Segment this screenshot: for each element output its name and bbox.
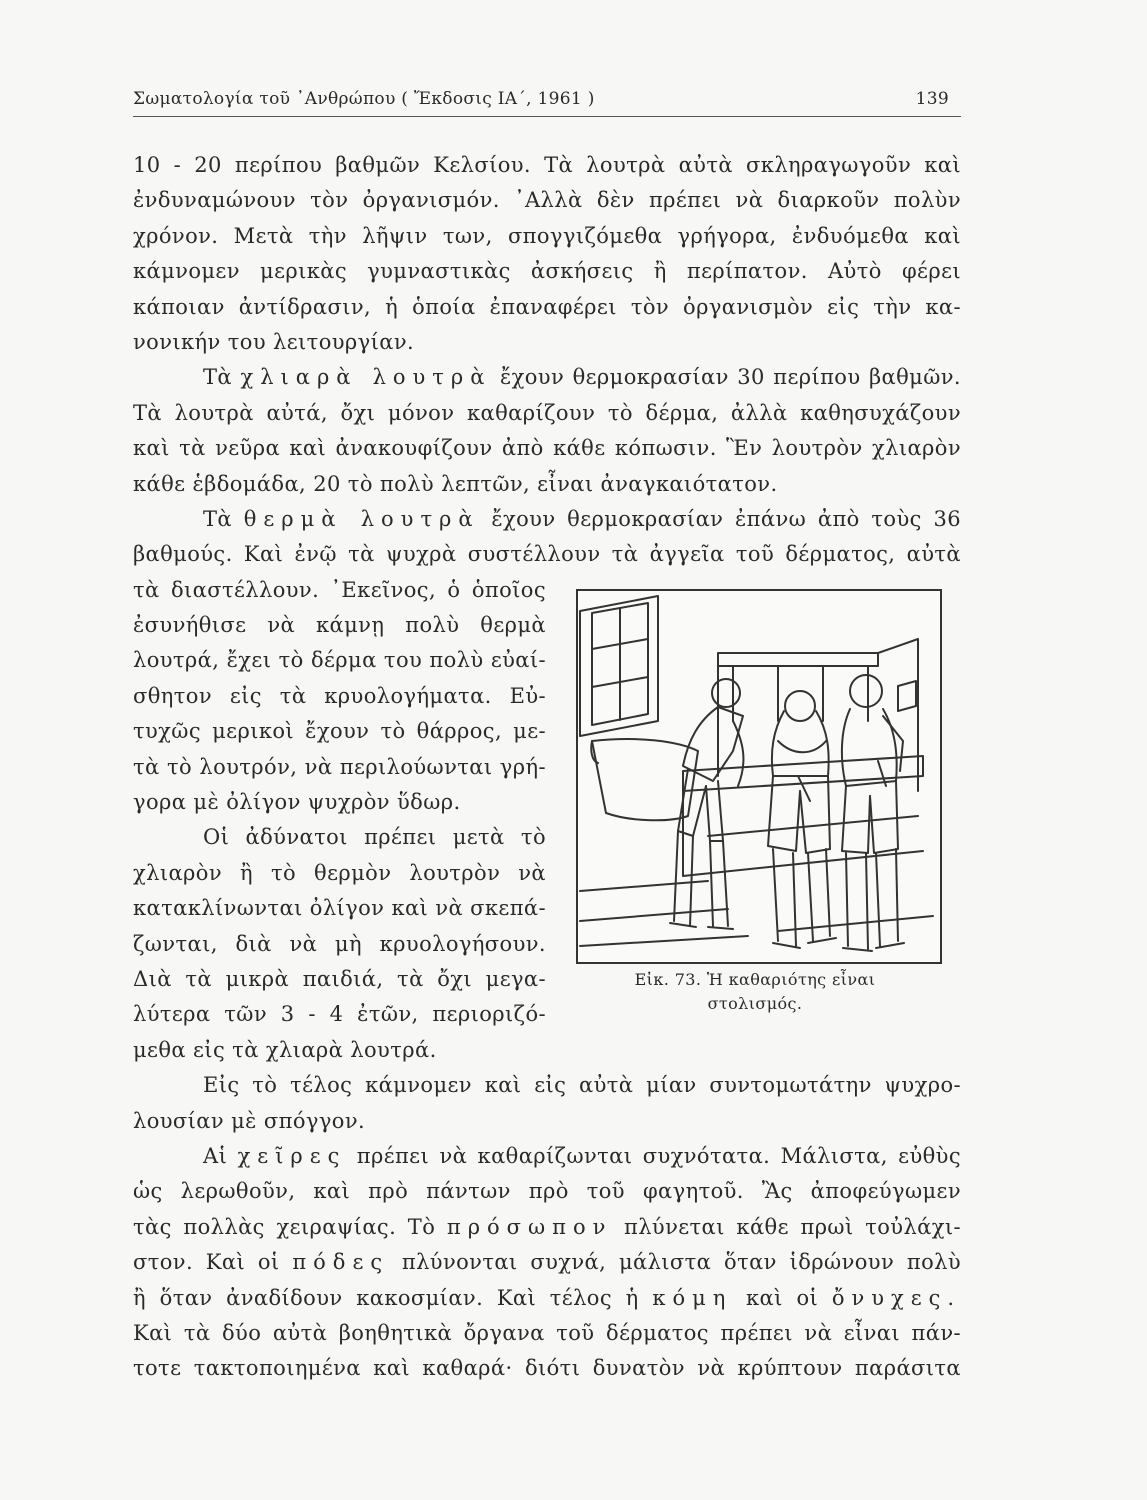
text-line: τὰ διαστέλλουν. ᾿Εκεῖνος, ὁ ὁποῖος bbox=[133, 577, 546, 602]
text-run: πλύνονται συχνά, μάλιστα ὅταν ἱδρώνουν πολὺ bbox=[401, 1250, 961, 1275]
text-line: Εἰς τὸ τέλος κάμνομεν καὶ εἰς αὐτὰ μίαν συντομωτάτην ψυχρο- bbox=[203, 1073, 961, 1098]
caption-line: στολισμός. bbox=[707, 994, 803, 1013]
text-run: πρέπει νὰ καθαρίζωνται συχνότατα. Μάλιστα, εὐθὺς bbox=[356, 1143, 961, 1168]
text-run: πλύνεται κάθε πρωὶ τοὐλάχι- bbox=[624, 1214, 961, 1239]
text-line: τοτε τακτοποιημένα καὶ καθαρά· διότι δυνατὸν νὰ κρύπτουν παράσιτα bbox=[133, 1356, 961, 1381]
text-line: λύτερα τῶν 3 - 4 ἐτῶν, περιοριζό- bbox=[133, 1002, 546, 1027]
text-run: τὰς πολλὰς χειραψίας. Τὸ bbox=[133, 1214, 436, 1239]
text-line-komi bbox=[133, 1281, 961, 1316]
text-line: Καὶ τὰ δύο αὐτὰ βοηθητικὰ ὄργανα τοῦ δέρματος πρέπει νὰ εἶναι πάν- bbox=[133, 1320, 961, 1345]
text-run: Τὰ bbox=[203, 506, 232, 531]
text-line: χλιαρὸν ἢ τὸ θερμὸν λουτρὸν νὰ bbox=[133, 860, 546, 885]
paragraph-chliara-start bbox=[133, 360, 961, 395]
text-run: Αἱ bbox=[203, 1143, 228, 1168]
paragraph-cheires-start bbox=[133, 1139, 961, 1174]
text-line: ζωνται, διὰ νὰ μὴ κρυολογήσουν. bbox=[133, 931, 546, 956]
text-line: τυχῶς μερικοὶ ἔχουν τὸ θάρρος, με- bbox=[133, 719, 546, 744]
text-line: καὶ τὰ νεῦρα καὶ ἀνακουφίζουν ἀπὸ κάθε κόπωσιν. Ἓν λουτρὸν χλιαρὸν bbox=[133, 436, 961, 461]
text-run: Τὰ bbox=[203, 365, 232, 390]
text-line: κάθε ἑβδομάδα, 20 τὸ πολὺ λεπτῶν, εἶναι ἀναγκαιότατον. bbox=[133, 471, 778, 496]
paragraph-therma-start bbox=[133, 502, 961, 537]
text-line: λουσίαν μὲ σπόγγον. bbox=[133, 1108, 366, 1133]
figure-caption bbox=[585, 968, 925, 1016]
text-run: στον. Καὶ οἱ bbox=[133, 1250, 280, 1275]
figure-illustration bbox=[576, 589, 942, 964]
text-line: Τὰ λουτρὰ αὐτά, ὄχι μόνον καθαρίζουν τὸ δέρμα, ἀλλὰ καθησυχάζουν bbox=[133, 400, 961, 425]
window-left bbox=[580, 596, 658, 736]
text-line: ἐσυνήθισε νὰ κάμνῃ πολὺ θερμὰ bbox=[133, 613, 546, 638]
spaced-term: κόμη bbox=[652, 1285, 733, 1310]
spaced-term: ὄνυχες. bbox=[831, 1285, 961, 1310]
text-line: σθητον εἰς τὰ κρυολογήματα. Εὐ- bbox=[133, 683, 546, 708]
text-line: Οἱ ἀδύνατοι πρέπει μετὰ τὸ bbox=[203, 825, 546, 850]
text-line: ὡς λερωθοῦν, καὶ πρὸ πάντων πρὸ τοῦ φαγητοῦ. Ἂς ἀποφεύγωμεν bbox=[133, 1179, 961, 1204]
running-header bbox=[133, 86, 961, 117]
text-line-podes bbox=[133, 1245, 961, 1280]
text-line: βαθμούς. Καὶ ἐνῷ τὰ ψυχρὰ συστέλλουν τὰ ἀγγεῖα τοῦ δέρματος, αὐτὰ bbox=[133, 542, 961, 567]
text-line: νονικήν του λειτουργίαν. bbox=[133, 329, 415, 354]
spaced-term: θερμὰ λουτρὰ bbox=[243, 506, 480, 531]
spaced-term: πόδες bbox=[292, 1250, 390, 1275]
text-line: ἐνδυναμώνουν τὸν ὀργανισμόν. ᾿Αλλὰ δὲν πρέπει νὰ διαρκοῦν πολὺν bbox=[133, 188, 961, 213]
spaced-term: χλιαρὰ λουτρὰ bbox=[240, 365, 492, 390]
header-title: Σωματολογία τοῦ ᾿Ανθρώπου ( Ἔκδοσις ΙΑ΄, 1961 ) bbox=[133, 89, 595, 109]
text-line: 10 - 20 περίπου βαθμῶν Κελσίου. Τὰ λουτρὰ αὐτὰ σκληραγωγοῦν καὶ bbox=[133, 153, 961, 177]
text-line: μεθα εἰς τὰ χλιαρὰ λουτρά. bbox=[133, 1037, 437, 1062]
text-run: ἔχουν θερμοκρασίαν 30 περίπου βαθμῶν. bbox=[499, 365, 961, 390]
text-line: χρόνον. Μετὰ τὴν λῆψιν των, σπογγιζόμεθα γρήγορα, ἐνδυόμεθα καὶ bbox=[133, 223, 961, 248]
text-line: κάμνομεν μερικὰς γυμναστικὰς ἀσκήσεις ἢ περίπατον. Αὐτὸ φέρει bbox=[133, 259, 961, 284]
spaced-term: πρόσωπον bbox=[446, 1214, 613, 1239]
text-run: ἔχουν θερμοκρασίαν ἐπάνω ἀπὸ τοὺς 36 bbox=[491, 506, 961, 531]
text-line-prosopon bbox=[133, 1210, 961, 1245]
washroom-drawing bbox=[578, 591, 940, 962]
text-run: ἢ ὅταν ἀναδίδουν κακοσμίαν. Καὶ τέλος ἡ bbox=[133, 1285, 639, 1310]
text-line: τὰ τὸ λουτρόν, νὰ περιλούωνται γρή- bbox=[133, 754, 546, 779]
text-line: κατακλίνωνται ὀλίγον καὶ νὰ σκεπά- bbox=[133, 896, 546, 921]
text-run: καὶ οἱ bbox=[746, 1285, 819, 1310]
text-line: γορα μὲ ὀλίγον ψυχρὸν ὕδωρ. bbox=[133, 790, 461, 815]
text-line: λουτρά, ἔχει τὸ δέρμα του πολὺ εὐαί- bbox=[133, 648, 546, 673]
page-number: 139 bbox=[915, 89, 949, 109]
text-line: Διὰ τὰ μικρὰ παιδιά, τὰ ὄχι μεγα- bbox=[133, 966, 546, 991]
spaced-term: χεῖρες bbox=[237, 1143, 347, 1168]
text-line: κάποιαν ἀντίδρασιν, ἡ ὁποία ἐπαναφέρει τὸν ὀργανισμὸν εἰς τὴν κα- bbox=[133, 294, 961, 319]
boy-middle bbox=[768, 691, 836, 948]
caption-line: Εἰκ. 73. Ἡ καθαριότης εἶναι bbox=[634, 970, 876, 989]
boy-right bbox=[842, 675, 904, 951]
